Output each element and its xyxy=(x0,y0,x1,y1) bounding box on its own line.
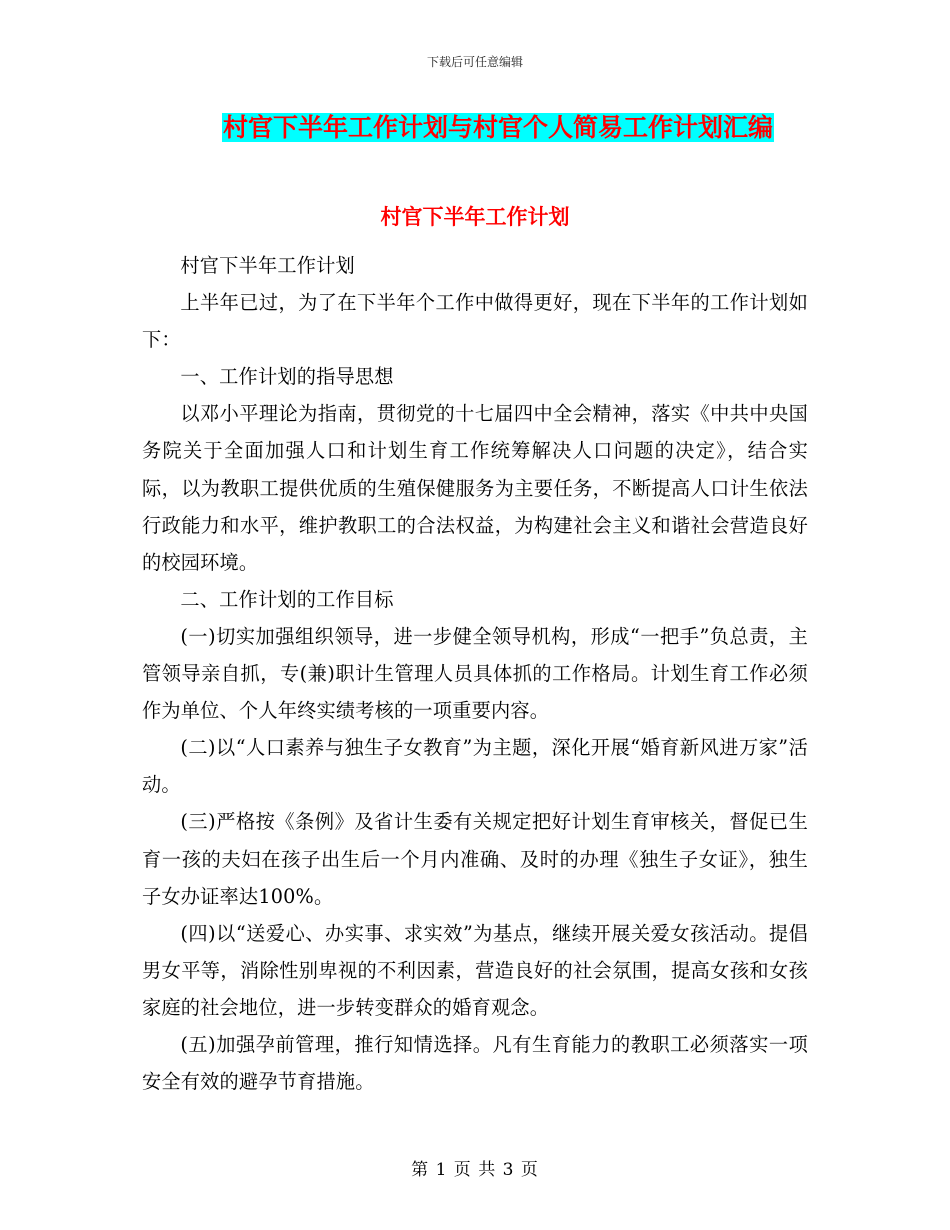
document-body xyxy=(142,247,808,1100)
paragraph: 上半年已过，为了在下半年个工作中做得更好，现在下半年的工作计划如下： xyxy=(142,291,808,352)
header-note: 下载后可任意编辑 xyxy=(426,55,523,69)
paragraph: 村官下半年工作计划 xyxy=(180,254,355,277)
paragraph: (三)严格按《条例》及省计生委有关规定把好计划生育审核关，督促已生育一孩的夫妇在孩子出生后一个月内准确、及时的办理《独生子女证》，独生子女办证率达100%。 xyxy=(142,810,808,908)
paragraph: 二、工作计划的工作目标 xyxy=(180,587,394,611)
page-number: 第 1 页 共 3 页 xyxy=(411,1160,539,1180)
paragraph: (四)以“送爱心、办实事、求实效”为基点，继续开展关爱女孩活动。提倡男女平等，消除性别卑视的不利因素，营造良好的社会氛围，提高女孩和女孩家庭的社会地位，进一步转变群众的婚育观念。 xyxy=(142,921,808,1019)
paragraph: (五)加强孕前管理，推行知情选择。凡有生育能力的教职工必须落实一项安全有效的避孕节育措施。 xyxy=(142,1032,808,1094)
document-title-text: 村官下半年工作计划与村官个人简易工作计划汇编 xyxy=(222,113,773,142)
paragraph: 一、工作计划的指导思想 xyxy=(180,365,394,389)
paragraph: (二)以“人口素养与独生子女教育”为主题，深化开展“婚育新风进万家”活动。 xyxy=(142,736,808,797)
paragraph: (一)切实加强组织领导，进一步健全领导机构，形成“一把手”负总责，主管领导亲自抓，专(兼)职计生管理人员具体抓的工作格局。计划生育工作必须作为单位、个人年终实绩考核的一项重要内容。 xyxy=(142,624,808,723)
section-title: 村官下半年工作计划 xyxy=(380,204,570,229)
document-title xyxy=(0,112,950,144)
paragraph: 以邓小平理论为指南，贯彻党的十七届四中全会精神，落实《中共中央国务院关于全面加强人口和计划生育工作统筹解决人口问题的决定》，结合实际，以为教职工提供优质的生殖保健服务为主要任务，不断提高人口计生依法行政能力和水平，维护教职工的合法权益，为构建社会主义和谐社会营造良好的校园环境。 xyxy=(142,402,808,574)
